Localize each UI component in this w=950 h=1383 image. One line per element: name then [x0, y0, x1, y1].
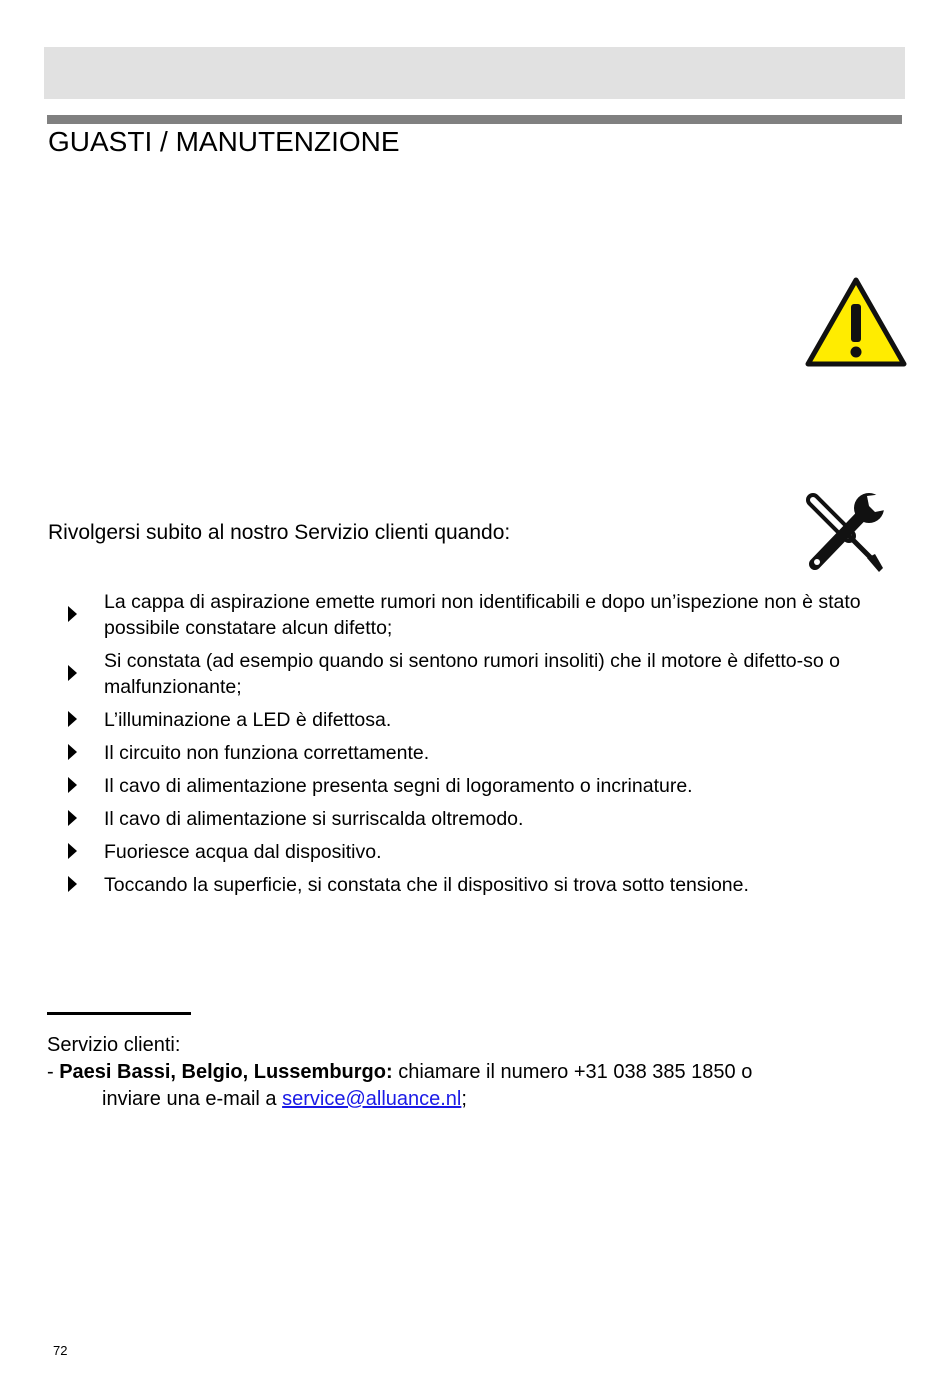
bullet-arrow-icon [68, 876, 77, 892]
email-link[interactable]: service@alluance.nl [282, 1088, 462, 1110]
list-item: Il circuito non funziona correttamente. [66, 740, 908, 766]
list-item: La cappa di aspirazione emette rumori non identificabili e dopo un’ispezione non è stato possibile constatare alcun difetto; [66, 589, 908, 641]
list-item: Si constata (ad esempio quando si sentono rumori insoliti) che il motore è difetto-so o malfunzionante; [66, 648, 908, 700]
problem-list [66, 589, 908, 905]
list-item: Toccando la superficie, si constata che il dispositivo si trova sotto tensione. [66, 872, 908, 898]
footnote-email-line: inviare una e-mail a service@alluance.nl; [102, 1088, 467, 1110]
list-item: L’illuminazione a LED è difettosa. [66, 707, 908, 733]
bullet-arrow-icon [68, 843, 77, 859]
list-item: Il cavo di alimentazione presenta segni di logoramento o incrinature. [66, 773, 908, 799]
customer-service-footnote [47, 1032, 907, 1113]
footnote-contact-line: - Paesi Bassi, Belgio, Lussemburgo: chiamare il numero +31 038 385 1850 o [47, 1061, 753, 1083]
bullet-arrow-icon [68, 777, 77, 793]
footnote-label: Servizio clienti: [47, 1034, 181, 1056]
title-rule [47, 115, 902, 124]
bullet-arrow-icon [68, 810, 77, 826]
bullet-arrow-icon [68, 665, 77, 681]
bullet-arrow-icon [68, 711, 77, 727]
bullet-arrow-icon [68, 744, 77, 760]
header-band [44, 47, 905, 99]
page-title: GUASTI / MANUTENZIONE [48, 126, 400, 157]
list-item: Fuoriesce acqua dal dispositivo. [66, 839, 908, 865]
warning-triangle-icon [804, 276, 908, 368]
list-item: Il cavo di alimentazione si surriscalda oltremodo. [66, 806, 908, 832]
footnote-rule [47, 1012, 191, 1015]
page-number: 72 [53, 1343, 68, 1358]
wrench-screwdriver-icon [805, 492, 887, 574]
intro-text: Rivolgersi subito al nostro Servizio clienti quando: [48, 521, 511, 544]
bullet-arrow-icon [68, 606, 77, 622]
countries-label: Paesi Bassi, Belgio, Lussemburgo: [59, 1061, 393, 1083]
